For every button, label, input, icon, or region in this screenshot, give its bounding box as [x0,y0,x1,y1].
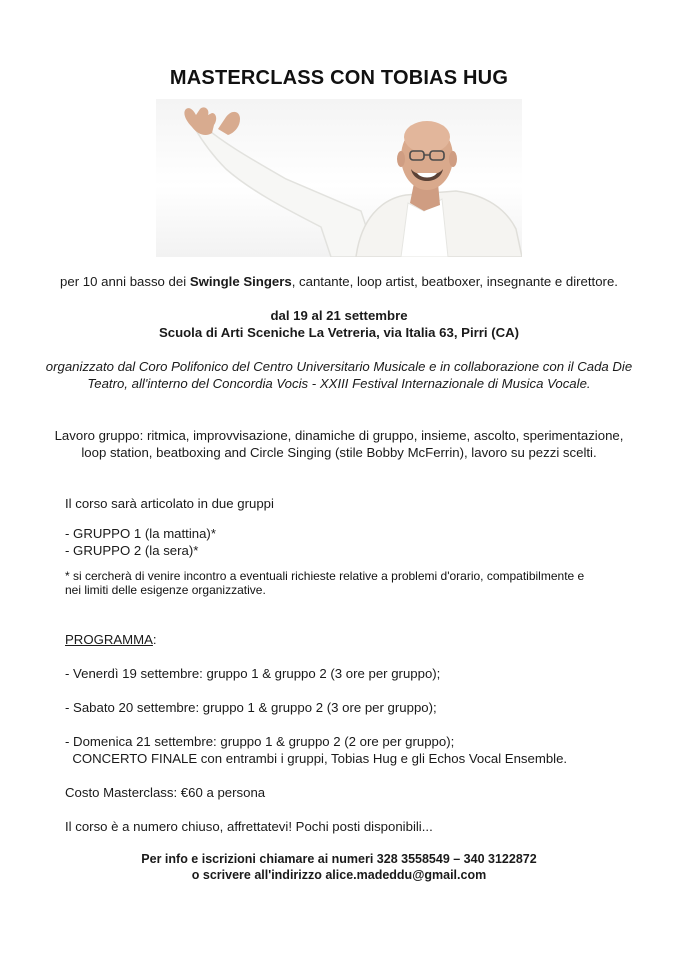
portrait-photo [156,99,522,257]
organizer-line-1: organizzato dal Coro Polifonico del Centro Universitario Musicale e in collaborazione con il Cada Die [45,359,633,374]
group-item: - GRUPPO 1 (la mattina)* [65,526,216,541]
schedule-item: - Sabato 20 settembre: gruppo 1 & gruppo 2 (3 ore per gruppo); [65,700,437,715]
group-item: - GRUPPO 2 (la sera)* [65,543,199,558]
intro-prefix: per 10 anni basso dei [60,274,190,289]
course-intro: Il corso sarà articolato in due gruppi [65,496,274,511]
closing-line: Il corso è a numero chiuso, affrettatevi! Pochi posti disponibili... [65,819,433,834]
concert-line: CONCERTO FINALE con entrambi i gruppi, Tobias Hug e gli Echos Vocal Ensemble. [65,751,568,766]
portrait-illustration [156,99,522,257]
work-line-1: Lavoro gruppo: ritmica, improvvisazione, dinamiche di gruppo, insieme, ascolto, sperimentazione, [54,428,624,443]
note-line-2: nei limiti delle esigenze organizzative. [65,583,266,597]
contact-line-1: Per info e iscrizioni chiamare ai numeri 328 3558549 – 340 3122872 [141,852,537,866]
programma-heading-row [65,631,625,648]
programma-heading: PROGRAMMA [65,632,153,647]
schedule-item: - Domenica 21 settembre: gruppo 1 & gruppo 2 (2 ore per gruppo); [65,734,455,749]
organizer-line-2: Teatro, all'interno del Concordia Vocis - XXIII Festival Internazionale di Musica Vocale. [87,376,591,391]
event-venue: Scuola di Arti Sceniche La Vetreria, via Italia 63, Pirri (CA) [158,325,520,340]
contact-line-2: o scrivere all'indirizzo alice.madeddu@gmail.com [191,868,487,882]
programma-colon: : [152,632,157,647]
page-title: MASTERCLASS CON TOBIAS HUG [169,67,509,89]
work-line-2: loop station, beatboxing and Circle Singing (stile Bobby McFerrin), lavoro su pezzi scelti. [81,445,597,460]
intro-group-name: Swingle Singers [189,274,292,289]
intro-suffix: , cantante, loop artist, beatboxer, insegnante e direttore. [291,274,618,289]
cost-line: Costo Masterclass: €60 a persona [65,785,266,800]
schedule-item: - Venerdì 19 settembre: gruppo 1 & gruppo 2 (3 ore per gruppo); [65,666,441,681]
note-line-1: * si cercherà di venire incontro a eventuali richieste relative a problemi d'orario, compatibilmente e [65,569,585,583]
event-dates: dal 19 al 21 settembre [270,308,408,323]
intro-text [0,273,678,290]
